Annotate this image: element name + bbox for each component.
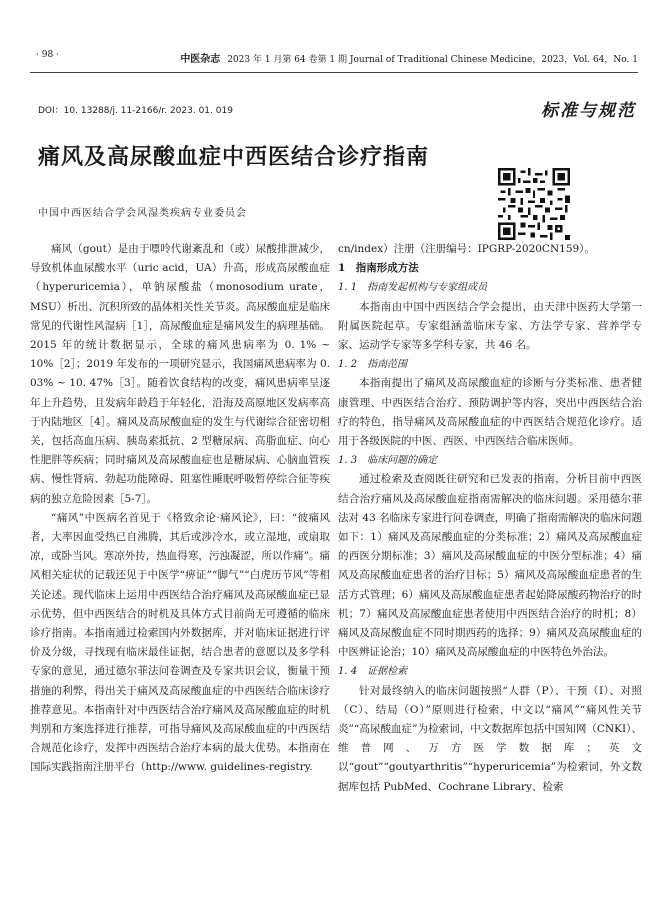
journal-info	[180, 50, 638, 65]
subsection-heading-1-1: 1. 1 指南发起机构与专家组成员	[338, 282, 488, 294]
qr-code-icon[interactable]	[498, 168, 570, 240]
section-tag: 标准与规范	[541, 101, 636, 121]
right-column	[338, 240, 642, 797]
page-number: · 98 ·	[36, 50, 59, 60]
intro-paragraph-2: “痛风”中医病名首见于《格致余论·痛风论》，曰：“彼痛风者，大率因血受热已自沸腾，其后或涉冷水，或立湿地，或扇取凉，或卧当风。寒凉外抟，热血得寒，污浊凝涩，所以作痛”。痛风相关症状的记载还见于中医学“痹证”“脚气”“白虎历节风”等相关论述。现代临床上运用中西医结合治疗痛风及高尿酸血症已显示优势，但中西医结合的时机及具体方式目前尚无可遵循的临床诊疗指南。本指南通过检索国内外数据库，并对临床证据进行评价及分级，寻找现有临床最佳证据，结合患者的意愿以及多学科专家的意见，通过德尔菲法问卷调查及专家共识会议，衡量干预措施的利弊，得出关于痛风及高尿酸血症的中西医结合临床诊疗推荐意见。本指南针对中西医结合治疗痛风及高尿酸血症的时机判别和方案选择进行推荐，可指导痛风及高尿酸血症的中西医结合规范化诊疗，发挥中西医结合治疗本病的最大优势。本指南在国际实践指南注册平台（http://www. guidelines-registry.	[30, 511, 330, 774]
paragraph-1-2: 本指南提出了痛风及高尿酸血症的诊断与分类标准、患者健康管理、中西医结合治疗、预防调护等内容，突出中西医结合治疗的特色，指导痛风及高尿酸血症的中西医结合规范化诊疗。适用于各级医院的中医、西医、中西医结合临床医师。	[338, 377, 642, 448]
paragraph-1-1: 本指南由中国中西医结合学会提出，由天津中医药大学第一附属医院起草。专家组涵盖临床专家、方法学专家、营养学专家、运动学专家等多学科专家，共 46 名。	[338, 300, 642, 352]
subsection-heading-1-3: 1. 3 临床问题的确定	[338, 455, 438, 467]
section-heading-1: 1 指南形成方法	[338, 262, 419, 275]
registration-text: cn/index）注册（注册编号：IPGRP-2020CN159）。	[338, 243, 595, 255]
doi: DOI：10. 13288/j. 11-2166/r. 2023. 01. 019	[38, 106, 233, 116]
subsection-heading-1-2: 1. 2 指南范围	[338, 359, 408, 371]
journal-issue: 2023 年 1 月第 64 卷第 1 期 Journal of Traditional Chinese Medicine，2023，Vol. 64，No. 1	[227, 55, 638, 65]
journal-name: 中医杂志	[180, 54, 221, 65]
paragraph-1-4: 针对最终纳入的临床问题按照“人群（P）、干预（I）、对照（C）、结局（O）”原则进行检索，中文以“痛风”“痛风性关节炎”“高尿酸血症”为检索词，中文数据库包括中国知网（CNKI）、维普网、万方医学数据库；英文以“gout”“goutyarthritis”“hyperuricemia”为检索词，外文数据库包括 PubMed、Cochrane Library、检索	[338, 684, 642, 793]
authors: 中国中西医结合学会风湿类疾病专业委员会	[38, 208, 247, 219]
intro-paragraph-1: 痛风（gout）是由于嘌呤代谢紊乱和（或）尿酸排泄减少，导致机体血尿酸水平（uric acid，UA）升高，形成高尿酸血症（hyperuricemia），单钠尿酸盐（monosodium urate，MSU）析出、沉积所致的晶体相关性关节炎。高尿酸血症是临床常见的代谢性风湿病［1］，高尿酸血症是痛风发生的病理基础。2015 年的统计数据显示，全球的痛风患病率为 0. 1% ~ 10%［2］；2019 年发布的一项研究显示，我国痛风患病率为 0. 03% ~ 10. 47%［3］。随着饮食结构的改变，痛风患病率呈逐年上升趋势，且发病年龄趋于年轻化，沿海及高原地区发病率高于内陆地区［4］。痛风及高尿酸血症的发生与代谢综合征密切相关，包括高血压病、胰岛素抵抗、2 型糖尿病、高脂血症、向心性肥胖等疾病；同时痛风及高尿酸血症也是糖尿病、心脑血管疾病、慢性肾病、勃起功能障碍、阻塞性睡眠呼吸暂停综合征等疾病的独立危险因素［5-7］。	[30, 243, 330, 505]
left-column	[30, 240, 330, 778]
subsection-heading-1-4: 1. 4 证据检索	[338, 666, 408, 678]
article-title: 痛风及高尿酸血症中西医结合诊疗指南	[38, 144, 430, 170]
paragraph-1-3: 通过检索及查阅既往研究和已发表的指南，分析目前中西医结合治疗痛风及高尿酸血症指南需解决的临床问题。采用德尔菲法对 43 名临床专家进行问卷调查，明确了指南需解决的临床问题如下：1）痛风及高尿酸血症的分类标准；2）痛风及高尿酸血症的西医分期标准；3）痛风及高尿酸血症的中医分型标准；4）痛风及高尿酸血症患者的治疗目标；5）痛风及高尿酸血症患者的生活方式管理；6）痛风及高尿酸血症患者起始降尿酸药物治疗的时机；7）痛风及高尿酸血症患者使用中西医结合治疗的时机；8）痛风及高尿酸血症不同时期西药的选择；9）痛风及高尿酸血症的中医辨证论治；10）痛风及高尿酸血症的中医特色外治法。	[338, 473, 642, 659]
running-header	[30, 50, 638, 73]
